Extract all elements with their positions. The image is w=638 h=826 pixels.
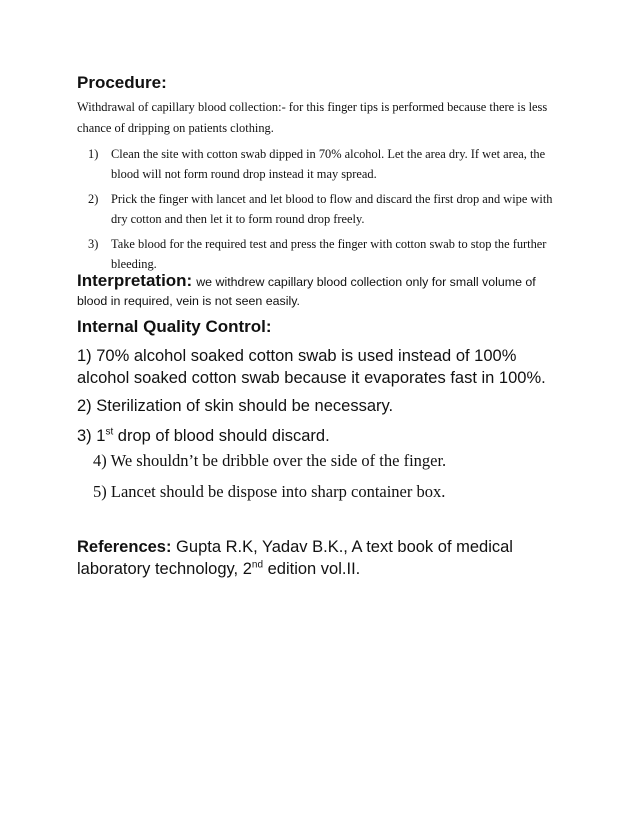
procedure-heading: Procedure:: [77, 73, 167, 92]
references-section: [77, 536, 563, 580]
iqc-heading: Internal Quality Control:: [77, 317, 272, 336]
iqc-item-3-sup: st: [105, 426, 114, 438]
interpretation-section: [77, 271, 563, 311]
procedure-step: [77, 144, 563, 184]
interpretation-text: we withdrew capillary blood collection only for small volume of blood in required, vein is not seen easily.: [77, 275, 536, 308]
procedure-step: [77, 189, 563, 229]
iqc-item-4: 4) We shouldn’t be dribble over the side of the finger.: [93, 451, 447, 470]
procedure-step: [77, 234, 563, 274]
procedure-steps: [77, 144, 563, 279]
step-text: Prick the finger with lancet and let blood to flow and discard the first drop and wipe with dry cotton and then let it to form round drop freely.: [111, 192, 553, 226]
interpretation-heading: Interpretation:: [77, 271, 193, 290]
iqc-item-3-post: drop of blood should discard.: [113, 427, 330, 445]
procedure-intro: Withdrawal of capillary blood collection:- for this finger tips is performed because there is less chance of dripping on patients clothing.: [77, 100, 548, 135]
iqc-item-5: 5) Lancet should be dispose into sharp container box.: [93, 482, 446, 501]
references-text-pre: Gupta R.K, Yadav B.K., A text book of medical laboratory technology, 2: [77, 538, 513, 578]
step-number: 2): [88, 192, 99, 206]
step-number: 1): [88, 147, 99, 161]
references-text-post: edition vol.II.: [263, 560, 361, 578]
iqc-item-1: 1) 70% alcohol soaked cotton swab is used instead of 100% alcohol soaked cotton swab because it evaporates fast in 100%.: [77, 347, 546, 387]
iqc-item-3: [77, 425, 563, 447]
step-number: 3): [88, 237, 99, 251]
references-label: References:: [77, 538, 172, 556]
step-text: Take blood for the required test and press the finger with cotton swab to stop the further bleeding.: [111, 237, 547, 271]
references-text-sup: nd: [251, 559, 264, 571]
iqc-item-2: 2) Sterilization of skin should be necessary.: [77, 397, 394, 415]
iqc-item-3-pre: 3) 1: [77, 427, 106, 445]
step-text: Clean the site with cotton swab dipped in 70% alcohol. Let the area dry. If wet area, the blood will not form round drop instead it may spread.: [111, 147, 546, 181]
